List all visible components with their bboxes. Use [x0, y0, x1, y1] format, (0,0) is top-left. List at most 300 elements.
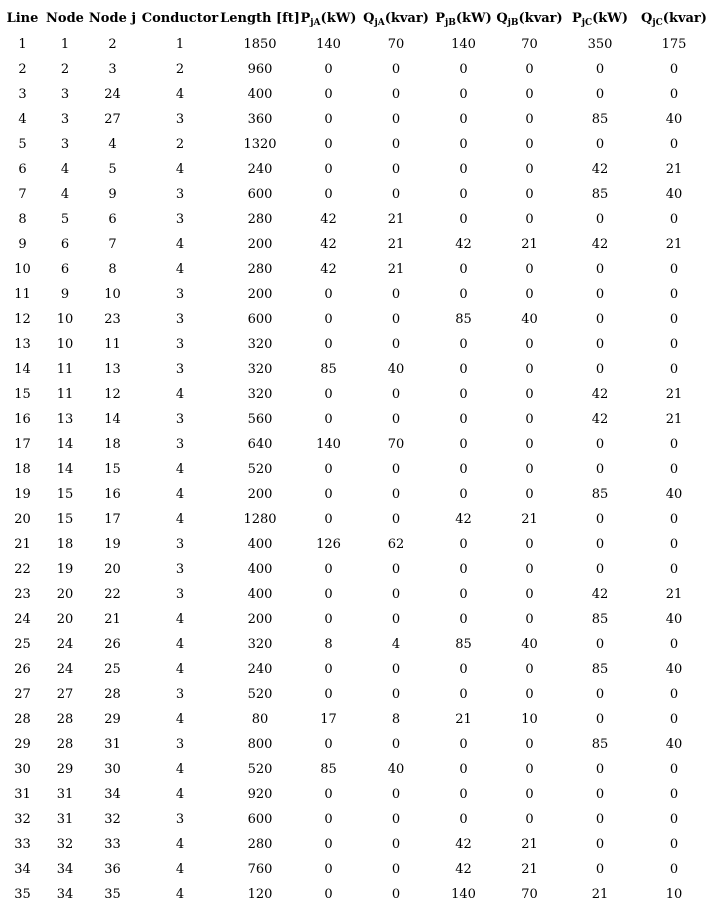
table-cell: 30	[14, 762, 31, 777]
table-cell: 240	[247, 662, 273, 677]
table-cell: 35	[104, 887, 121, 902]
table-cell: 16	[104, 487, 121, 502]
table-row	[0, 382, 715, 407]
table-cell: 280	[247, 837, 273, 852]
table-cell: 0	[595, 287, 605, 302]
table-cell: 34	[56, 887, 74, 902]
table-cell: 4	[108, 137, 117, 152]
q-ja-header: $Q_{jA}(kvar)$	[363, 11, 429, 28]
table-row	[0, 57, 715, 82]
p-jc-header: $P_{jC}(kW)$	[571, 11, 629, 28]
table-cell: 33	[104, 837, 121, 852]
table-row	[0, 882, 715, 907]
table-cell: 0	[324, 287, 333, 302]
table-cell: 320	[247, 387, 273, 402]
table-cell: 0	[669, 562, 679, 577]
table-cell: 26	[104, 637, 121, 652]
table-cell: 0	[324, 837, 333, 852]
table-cell: 0	[459, 337, 468, 352]
table-cell: 31	[14, 787, 31, 802]
table-cell: 14	[104, 412, 121, 427]
table-cell: 0	[595, 362, 605, 377]
table-row	[0, 532, 715, 557]
table-cell: 28	[14, 712, 31, 727]
table-cell: 0	[324, 687, 333, 702]
table-cell: 0	[391, 387, 401, 402]
table-cell: 4	[391, 637, 401, 652]
table-cell: 34	[56, 862, 74, 877]
table-cell: 22	[104, 587, 121, 602]
table-cell: 0	[391, 287, 401, 302]
table-row	[0, 482, 715, 507]
table-cell: 0	[324, 737, 333, 752]
table-cell: 1	[175, 37, 185, 52]
table-cell: 0	[324, 412, 333, 427]
table-cell: 14	[56, 462, 74, 477]
table-cell: 0	[459, 162, 468, 177]
table-cell: 760	[247, 862, 273, 877]
table-cell: 1	[18, 37, 27, 52]
table-cell: 520	[247, 762, 273, 777]
table-cell: 0	[459, 187, 468, 202]
table-cell: 85	[591, 612, 609, 627]
table-cell: 18	[14, 462, 31, 477]
table-cell: 3	[175, 412, 185, 427]
table-row	[0, 782, 715, 807]
table-cell: 85	[591, 737, 609, 752]
table-cell: 32	[14, 812, 31, 827]
table-cell: 17	[320, 712, 337, 727]
table-cell: 0	[391, 62, 401, 77]
table-cell: 26	[14, 662, 31, 677]
table-cell: 0	[324, 812, 333, 827]
table-cell: 25	[104, 662, 121, 677]
table-cell: 21	[387, 262, 405, 277]
table-cell: 3	[60, 137, 70, 152]
table-cell: 0	[525, 812, 534, 827]
table-cell: 42	[455, 512, 472, 527]
table-cell: 0	[669, 437, 679, 452]
table-cell: 126	[316, 537, 341, 552]
table-cell: 40	[521, 312, 538, 327]
table-cell: 0	[459, 487, 468, 502]
table-row	[0, 157, 715, 182]
table-cell: 0	[525, 737, 534, 752]
table-cell: 0	[459, 787, 468, 802]
table-cell: 11	[56, 362, 74, 377]
table-cell: 0	[459, 462, 468, 477]
table-cell: 10	[14, 262, 31, 277]
table-cell: 0	[525, 587, 534, 602]
table-cell: 5	[108, 162, 117, 177]
table-cell: 0	[391, 312, 401, 327]
table-cell: 0	[324, 862, 333, 877]
table-row	[0, 657, 715, 682]
table-cell: 0	[525, 212, 534, 227]
table-cell: 3	[175, 337, 185, 352]
table-cell: 140	[451, 887, 476, 902]
table-cell: 0	[459, 137, 468, 152]
table-cell: 0	[391, 812, 401, 827]
table-cell: 280	[247, 212, 273, 227]
q-jb-header: $Q_{jB}(kvar)$	[496, 11, 563, 28]
table-cell: 640	[247, 437, 273, 452]
table-row	[0, 107, 715, 132]
table-cell: 400	[247, 587, 273, 602]
table-cell: 27	[56, 687, 74, 702]
table-cell: 0	[391, 612, 401, 627]
table-cell: 0	[391, 662, 401, 677]
table-cell: 600	[247, 812, 273, 827]
table-cell: 0	[525, 612, 534, 627]
table-cell: 0	[459, 87, 468, 102]
table-cell: 3	[175, 312, 185, 327]
table-cell: 21	[455, 712, 472, 727]
table-cell: 3	[175, 187, 185, 202]
table-cell: 0	[459, 537, 468, 552]
table-cell: 85	[320, 362, 337, 377]
table-row	[0, 807, 715, 832]
table-cell: 4	[175, 162, 185, 177]
table-cell: 0	[391, 862, 401, 877]
table-cell: 20	[56, 587, 74, 602]
table-cell: 17	[14, 437, 31, 452]
table-cell: 42	[455, 837, 472, 852]
table-cell: 42	[320, 237, 337, 252]
table-cell: 0	[391, 787, 401, 802]
table-cell: 35	[14, 887, 31, 902]
table-cell: 3	[60, 112, 70, 127]
table-cell: 0	[459, 62, 468, 77]
table-cell: 0	[595, 87, 605, 102]
table-cell: 280	[247, 262, 273, 277]
table-cell: 0	[459, 587, 468, 602]
table-cell: 18	[104, 437, 121, 452]
table-cell: 320	[247, 637, 273, 652]
table-cell: 15	[104, 462, 121, 477]
table-cell: 10	[665, 887, 683, 902]
table-cell: 36	[104, 862, 121, 877]
table-cell: 21	[104, 612, 121, 627]
table-cell: 27	[14, 687, 31, 702]
table-cell: 20	[104, 562, 121, 577]
table-row	[0, 432, 715, 457]
table-cell: 18	[56, 537, 74, 552]
table-cell: 40	[665, 737, 683, 752]
table-cell: 0	[391, 737, 401, 752]
table-cell: 2	[108, 37, 117, 52]
table-cell: 10	[56, 312, 74, 327]
table-cell: 0	[525, 662, 534, 677]
table-cell: 0	[525, 437, 534, 452]
table-cell: 0	[669, 62, 679, 77]
table-cell: 20	[56, 612, 74, 627]
table-cell: 0	[669, 137, 679, 152]
table-cell: 0	[595, 862, 605, 877]
table-body	[0, 32, 715, 907]
table-cell: 4	[175, 837, 185, 852]
table-cell: 360	[247, 112, 273, 127]
table-cell: 3	[175, 812, 185, 827]
table-cell: 9	[18, 237, 27, 252]
table-cell: 0	[391, 462, 401, 477]
table-cell: 42	[591, 387, 609, 402]
q-jc-header: $Q_{jC}(kvar)$	[641, 11, 707, 28]
table-cell: 70	[521, 887, 538, 902]
table-cell: 0	[595, 462, 605, 477]
table-cell: 40	[521, 637, 538, 652]
table-cell: 29	[104, 712, 121, 727]
table-cell: 4	[175, 612, 185, 627]
table-row	[0, 282, 715, 307]
table-cell: 0	[669, 712, 679, 727]
table-cell: 120	[247, 887, 273, 902]
table-cell: 17	[104, 512, 121, 527]
table-cell: 0	[525, 162, 534, 177]
table-cell: 2	[175, 62, 185, 77]
table-cell: 0	[669, 462, 679, 477]
table-row	[0, 407, 715, 432]
table-cell: 0	[391, 187, 401, 202]
table-cell: 0	[324, 787, 333, 802]
table-cell: 20	[14, 512, 31, 527]
table-cell: 62	[387, 537, 405, 552]
table-cell: 200	[247, 287, 273, 302]
table-cell: 0	[459, 287, 468, 302]
table-cell: 40	[665, 487, 683, 502]
table-cell: 14	[56, 437, 74, 452]
table-cell: 42	[591, 162, 609, 177]
table-row	[0, 182, 715, 207]
table-cell: 560	[247, 412, 273, 427]
table-cell: 0	[459, 612, 468, 627]
table-cell: 3	[175, 537, 185, 552]
table-cell: 19	[14, 487, 31, 502]
table-cell: 4	[175, 787, 185, 802]
table-cell: 0	[595, 137, 605, 152]
table-cell: 4	[60, 162, 70, 177]
table-cell: 400	[247, 537, 273, 552]
table-cell: 28	[56, 737, 74, 752]
table-cell: 240	[247, 162, 273, 177]
table-cell: 0	[525, 262, 534, 277]
table-cell: 21	[591, 887, 609, 902]
table-cell: 42	[320, 212, 337, 227]
table-cell: 0	[391, 412, 401, 427]
table-cell: 11	[14, 287, 31, 302]
table-cell: 4	[175, 662, 185, 677]
table-cell: 40	[665, 612, 683, 627]
table-cell: 14	[14, 362, 31, 377]
table-cell: 0	[391, 337, 401, 352]
table-row	[0, 307, 715, 332]
table-cell: 0	[459, 112, 468, 127]
table-cell: 0	[391, 837, 401, 852]
table-cell: 0	[324, 337, 333, 352]
table-cell: 23	[14, 587, 31, 602]
line-data-table	[0, 6, 715, 907]
table-cell: 25	[14, 637, 31, 652]
table-cell: 5	[60, 212, 70, 227]
table-cell: 0	[669, 637, 679, 652]
table-cell: 8	[391, 712, 401, 727]
table-cell: 70	[387, 437, 405, 452]
table-cell: 12	[14, 312, 31, 327]
table-cell: 0	[324, 312, 333, 327]
table-cell: 0	[391, 87, 401, 102]
table-cell: 0	[595, 212, 605, 227]
table-cell: 21	[521, 237, 538, 252]
table-cell: 21	[521, 512, 538, 527]
table-cell: 4	[175, 637, 185, 652]
table-cell: 10	[521, 712, 538, 727]
table-cell: 24	[56, 637, 74, 652]
table-cell: 0	[525, 412, 534, 427]
p-ja-header: $P_{jA}(kW)$	[300, 11, 357, 28]
table-cell: 0	[669, 537, 679, 552]
table-cell: 7	[18, 187, 27, 202]
table-row	[0, 732, 715, 757]
table-cell: 0	[595, 512, 605, 527]
table-cell: 0	[595, 262, 605, 277]
table-cell: 22	[14, 562, 31, 577]
table-cell: 4	[175, 487, 185, 502]
table-cell: 10	[104, 287, 121, 302]
table-cell: 0	[669, 787, 679, 802]
table-cell: 8	[18, 212, 27, 227]
table-cell: 0	[525, 537, 534, 552]
table-cell: 42	[591, 412, 609, 427]
table-cell: 40	[387, 762, 405, 777]
table-cell: 3	[175, 437, 185, 452]
table-cell: 0	[669, 312, 679, 327]
table-cell: 0	[595, 62, 605, 77]
table-cell: 0	[459, 362, 468, 377]
table-cell: 31	[56, 812, 74, 827]
table-cell: 7	[108, 237, 117, 252]
table-cell: 0	[669, 212, 679, 227]
table-cell: 0	[459, 737, 468, 752]
table-cell: 19	[56, 562, 74, 577]
table-cell: 0	[459, 662, 468, 677]
table-row	[0, 32, 715, 57]
table-cell: 0	[669, 87, 679, 102]
table-cell: 0	[595, 812, 605, 827]
table-cell: 31	[104, 737, 121, 752]
table-cell: 140	[316, 37, 341, 52]
table-row	[0, 357, 715, 382]
table-row	[0, 507, 715, 532]
table-cell: 13	[56, 412, 74, 427]
table-cell: 0	[595, 312, 605, 327]
table-cell: 0	[525, 787, 534, 802]
table-cell: 21	[387, 212, 405, 227]
table-row	[0, 582, 715, 607]
table-cell: 0	[525, 462, 534, 477]
table-cell: 200	[247, 487, 273, 502]
table-cell: 520	[247, 462, 273, 477]
table-cell: 3	[175, 687, 185, 702]
table-cell: 85	[455, 312, 472, 327]
table-cell: 0	[391, 512, 401, 527]
length-header: Length [ft]	[220, 11, 300, 26]
table-cell: 4	[175, 512, 185, 527]
table-cell: 0	[595, 537, 605, 552]
table-cell: 0	[391, 162, 401, 177]
table-cell: 0	[324, 487, 333, 502]
table-cell: 2	[175, 137, 185, 152]
table-cell: 0	[324, 162, 333, 177]
table-cell: 200	[247, 237, 273, 252]
table-cell: 0	[391, 687, 401, 702]
table-cell: 4	[175, 712, 185, 727]
table-cell: 0	[669, 687, 679, 702]
table-cell: 3	[108, 62, 117, 77]
table-cell: 0	[391, 887, 401, 902]
node-header: Node	[46, 11, 84, 26]
table-cell: 0	[595, 687, 605, 702]
table-cell: 0	[459, 562, 468, 577]
table-cell: 3	[175, 587, 185, 602]
table-row	[0, 207, 715, 232]
table-cell: 40	[665, 187, 683, 202]
node-j-header: Node j	[88, 11, 137, 26]
table-cell: 19	[104, 537, 121, 552]
table-cell: 6	[60, 262, 70, 277]
table-cell: 0	[525, 187, 534, 202]
table-cell: 0	[324, 612, 333, 627]
table-cell: 42	[320, 262, 337, 277]
table-cell: 11	[56, 387, 74, 402]
table-cell: 15	[56, 487, 74, 502]
table-cell: 0	[391, 487, 401, 502]
table-row	[0, 82, 715, 107]
table-cell: 0	[324, 662, 333, 677]
table-cell: 3	[175, 362, 185, 377]
table-cell: 0	[459, 687, 468, 702]
table-cell: 21	[14, 537, 31, 552]
table-cell: 24	[56, 662, 74, 677]
table-cell: 600	[247, 312, 273, 327]
table-cell: 1850	[243, 37, 277, 52]
table-cell: 0	[525, 62, 534, 77]
table-row	[0, 332, 715, 357]
table-cell: 0	[525, 287, 534, 302]
table-cell: 0	[595, 637, 605, 652]
table-cell: 42	[591, 587, 609, 602]
table-cell: 0	[459, 437, 468, 452]
table-cell: 0	[525, 762, 534, 777]
table-cell: 0	[459, 812, 468, 827]
table-cell: 520	[247, 687, 273, 702]
table-cell: 400	[247, 562, 273, 577]
table-cell: 24	[14, 612, 31, 627]
table-cell: 200	[247, 612, 273, 627]
table-cell: 0	[391, 137, 401, 152]
table-cell: 0	[525, 687, 534, 702]
table-cell: 0	[391, 562, 401, 577]
table-cell: 9	[60, 287, 70, 302]
table-cell: 15	[14, 387, 31, 402]
table-cell: 24	[104, 87, 121, 102]
table-cell: 0	[669, 812, 679, 827]
table-cell: 0	[324, 887, 333, 902]
table-cell: 5	[18, 137, 27, 152]
table-cell: 0	[525, 562, 534, 577]
table-cell: 0	[595, 762, 605, 777]
table-cell: 0	[595, 837, 605, 852]
table-cell: 4	[175, 762, 185, 777]
